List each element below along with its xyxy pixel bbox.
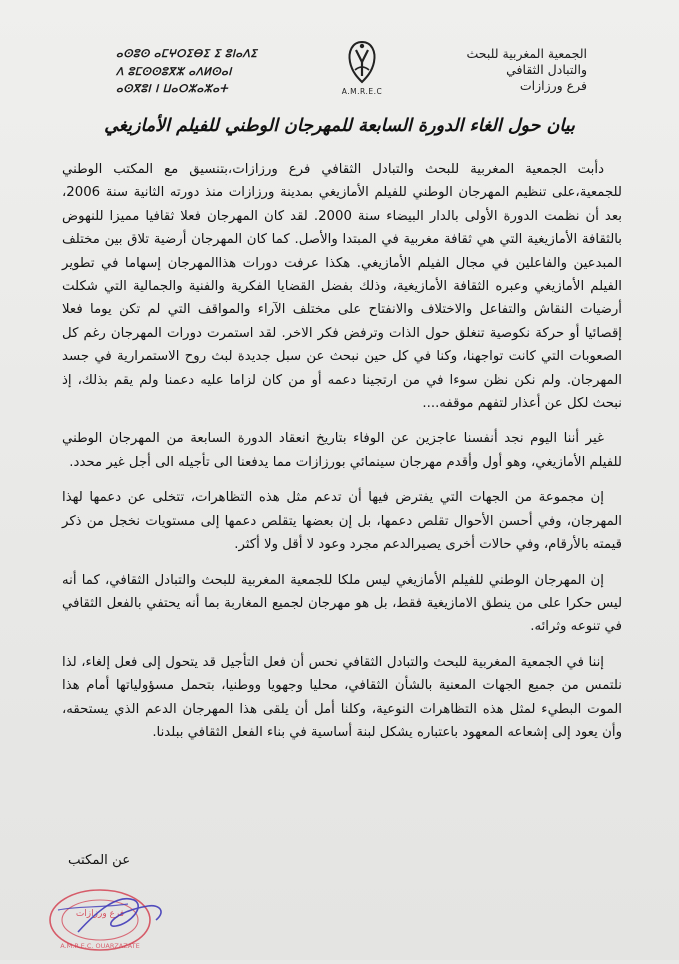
org-name-tifinagh [116, 46, 316, 99]
logo-caption: A.M.R.E.C [341, 87, 383, 96]
statement-title: بيان حول الغاء الدورة السابعة للمهرجان الوطني للفيلم الأمازيغي [104, 116, 575, 136]
paragraph: دأبت الجمعية المغربية للبحث والتبادل الثقافي فرع ورزازات،بتنسيق مع المكتب الوطني للجمعية،على تنظيم المهرجان الوطني للفيلم الأمازيغي بمدينة ورزازات منذ دورته الثانية سنة 2006، بعد أن نظمت الدورة الأولى بالدار البيضاء سنة 2000. لقد كان المهرجان فعلا ثقافيا مميزا للنهوض بالثقافة الأمازيغية التي هي ثقافة مغربية في المبتدا والأصل. كما كان المهرجان أرضية تلاق بين مختلف المبدعين والفاعلين في مجال الفيلم الأمازيغي. هكذا عرفت دورات هذاالمهرجان إسهاما في تطوير الفيلم الأمازيغي وعبره الثقافة الأمازيغية، وذلك بفضل القضايا الفكرية والفنية والجمالية التي شكلت أرضيات النقاش والتفاعل والاختلاف والانفتاح على مختلف الآراء والمواقف التي لم تكن يوما فعلا إقصائيا أو حركة نكوصية تنغلق حول الذات وترفض فكر الاخر. لقد استمرت دورات المهرجان رغم كل الصعوبات التي كانت تواجهنا، وكنا في كل حين نبحث عن سبل جديدة لبث روح الاستمرارية في جسد المهرجان. ولم نكن نظن سوءا في من ارتجينا دعمه أو من كان لزاما عليه دعمنا ولم يقم بذلك، إذ نبحث لكل عن أعذار لتفهم موقفه.... [62, 162, 622, 412]
org-name-line: فرع ورزازات [519, 78, 587, 93]
paragraph: غير أننا اليوم نجد أنفسنا عاجزين عن الوفاء بتاريخ انعقاد الدورة السابعة من المهرجان الوطني للفيلم الأمازيغي، وهو أول وأقدم مهرجان سينمائي بورزازات مما يدفعنا الى تأجيله الى أجل غير محدد. [62, 431, 622, 470]
org-name-tifinagh-line: ⴰⵙⵓⵙ ⴰⵎⵖⵔⵉⴱⵉ ⵉ ⵓⵏⴰⴷⵉ [116, 48, 258, 60]
org-name-tifinagh-line: ⴷ ⵓⵎⵙⵙⵓⴳⵣ ⴰⴷⵍⵙⴰⵏ [116, 65, 232, 78]
association-stamp [38, 876, 178, 960]
stamp-latin-text: A.M.R.E.C. OUARZAZATE [60, 942, 140, 950]
paragraph: إن مجموعة من الجهات التي يفترض فيها أن تدعم مثل هذه التظاهرات، تتخلى عن دعمها لهذا المهرجان، وفي أحسن الأحوال تقلص دعمها، بل إن بعضها يتقلص دعمها إلى مستويات نخجل من ذكر قيمته بالأرقام، وفي حالات أخرى يصيرالدعم مجرد وعود لا أقل ولا أكثر. [62, 490, 622, 553]
signature-line: عن المكتب [68, 853, 131, 868]
stamp-text: فرع ورزازات [75, 909, 125, 919]
org-name-line: والتبادل الثقافي [506, 62, 587, 77]
statement-body [62, 158, 622, 744]
amrec-logo [338, 36, 386, 100]
association-stamp-icon [38, 876, 178, 960]
org-name-tifinagh-line: ⴰⵙⴳⵓⵏ ⵏ ⵡⴰⵔⵣⴰⵣⴰⵜ [116, 83, 229, 95]
paragraph: إننا في الجمعية المغربية للبحث والتبادل الثقافي نحس أن فعل التأجيل قد يتحول إلى فعل إلغاء، لذا نلتمس من جميع الجهات المعنية بالشأن الثقافي، محليا وجهويا ووطنيا، بتحمل مسؤولياتها أمام هذا الموت البطيء لمثل هذه التظاهرات النوعية، وكلنا أمل أن يلقى هذا المهرجان الدعم الذي يستحقه، وأن يعود إلى إشعاعه المعهود باعتباره يشكل لبنة أساسية في بناء الفعل الثقافي ببلدنا. [62, 654, 622, 740]
paragraph: إن المهرجان الوطني للفيلم الأمازيغي ليس ملكا للجمعية المغربية للبحث والتبادل الثقافي، كما أنه ليس حكرا على من ينطق الامازيغية فقط، بل هو مهرجان لجميع المغاربة بما أنه يحتفي بالفعل الثقافي في تنوعه وثرائه. [62, 572, 622, 635]
org-name-line: الجمعية المغربية للبحث [466, 46, 587, 61]
org-name-arabic [447, 46, 587, 94]
amrec-emblem-icon [342, 36, 382, 86]
